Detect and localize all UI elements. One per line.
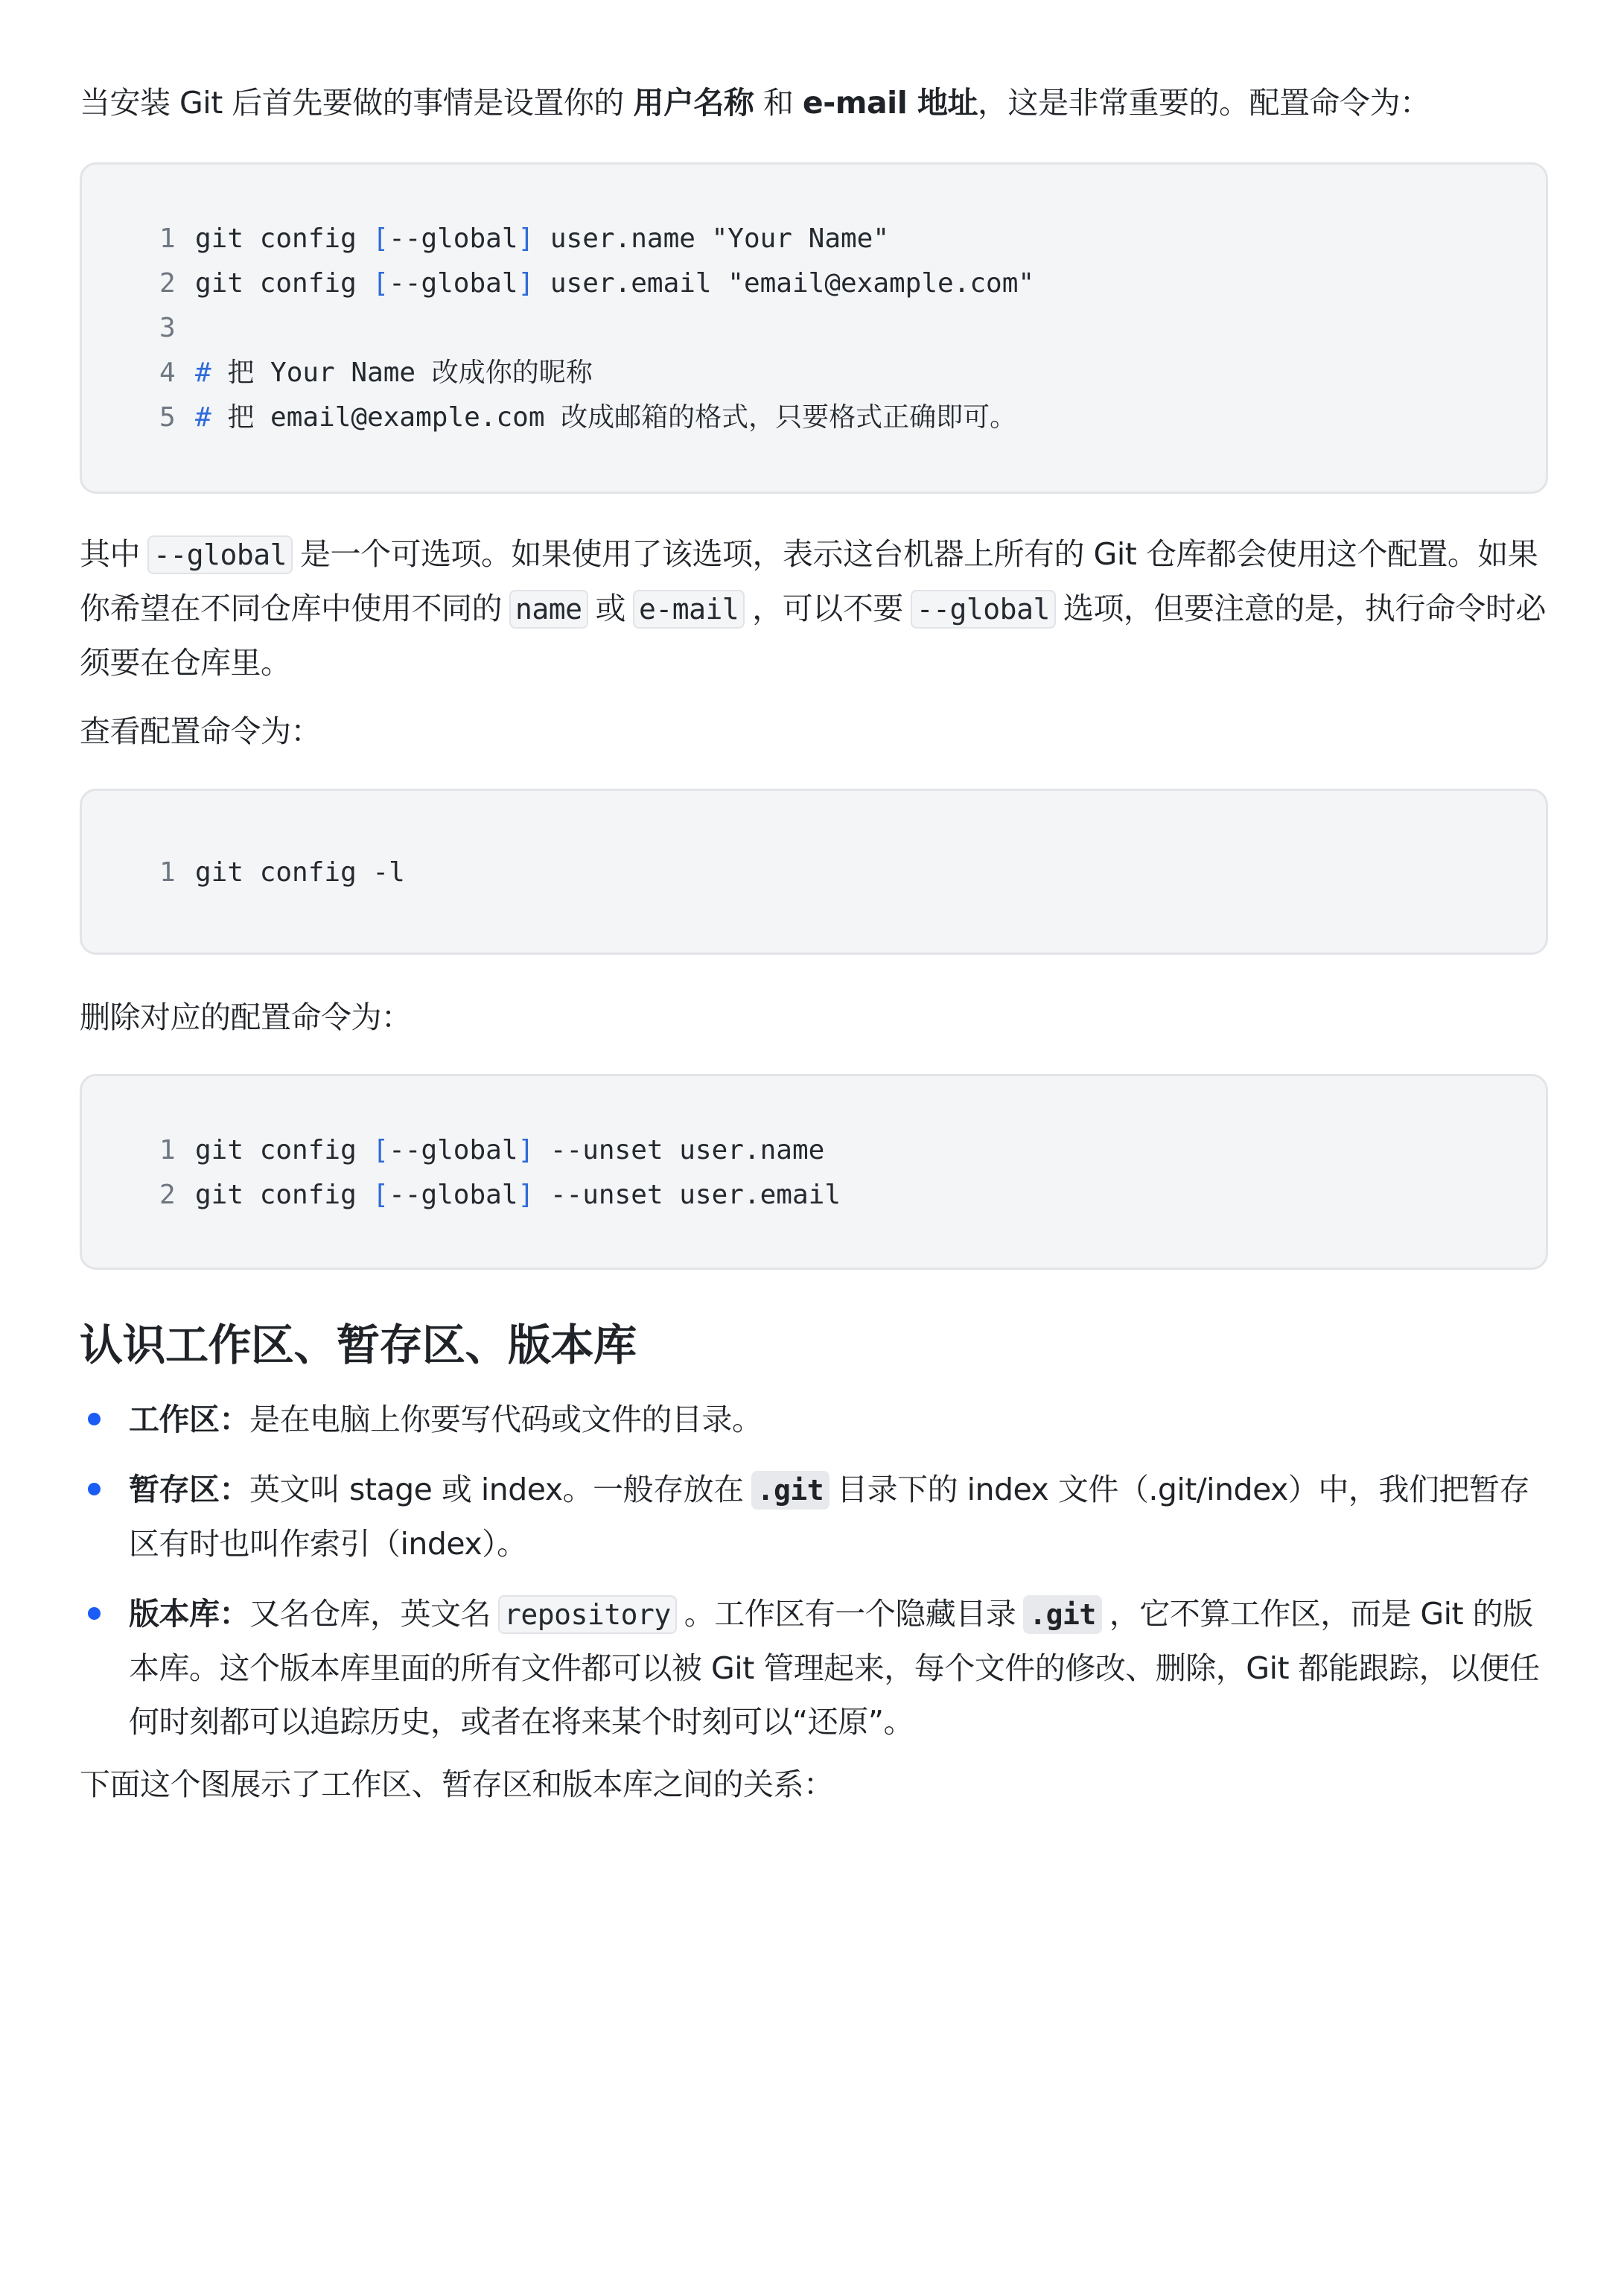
inline-code-repository: repository	[498, 1595, 677, 1634]
code-text: git config	[195, 268, 373, 299]
bullet-icon	[88, 1607, 101, 1620]
code-line	[159, 306, 1034, 351]
code-text: --unset user.email	[534, 1180, 841, 1210]
bullet-icon	[88, 1483, 101, 1495]
code-line	[159, 395, 1034, 440]
code-lines	[159, 217, 1034, 440]
intro-text: ，这是非常重要的。配置命令为：	[978, 85, 1430, 121]
delete-config-label: 删除对应的配置命令为：	[80, 999, 412, 1035]
inline-code-git-dir: .git	[1023, 1595, 1102, 1634]
intro-paragraph	[80, 76, 1430, 130]
inline-code-email: e-mail	[633, 590, 745, 629]
code-bracket: [	[372, 223, 389, 254]
bold-username: 用户名称	[633, 85, 754, 121]
section-heading: 认识工作区、暂存区、版本库	[80, 1320, 637, 1370]
code-text: --unset user.name	[534, 1135, 825, 1166]
bold-email: e-mail 地址	[802, 85, 978, 121]
list-item-text: 目录下的 index 文件（.git/index）中，我们把暂存区有时也叫作索引（index）。	[129, 1472, 1529, 1562]
code-line	[159, 261, 1034, 306]
code-line	[159, 1173, 841, 1218]
code-text: git config	[195, 1135, 373, 1166]
code-lines	[159, 850, 405, 895]
line-number: 1	[159, 223, 176, 254]
comment-marker: #	[195, 402, 211, 433]
code-bracket: [	[372, 1135, 389, 1166]
comment-marker: #	[195, 357, 211, 388]
code-option: --global	[389, 223, 518, 254]
code-comment: 把 Your Name 改成你的昵称	[211, 357, 593, 388]
line-number: 5	[159, 402, 176, 433]
intro-text: 当安装 Git 后首先要做的事情是设置你的	[80, 85, 634, 121]
code-bracket: [	[372, 1180, 389, 1210]
code-line	[159, 351, 1034, 395]
list-item-text: ，它不算工作区，而是 Git 的版本库。这个版本库里面的所有文件都可以被 Git 管理起来，每个文件的修改、删除，Git 都能跟踪，以便任何时刻都可以追踪历史，或者在将来某个时刻可以“还原”。	[129, 1596, 1540, 1740]
para-text: 选项，但要注意的是，执行命令时必须要在仓库里。	[80, 591, 1546, 681]
list-item-text: 是在电脑上你要写代码或文件的目录。	[249, 1402, 762, 1437]
code-option: --global	[389, 268, 518, 299]
inline-code-name: name	[509, 590, 588, 629]
code-line	[159, 1128, 841, 1173]
line-number: 1	[159, 857, 176, 888]
list-item-staging-area	[80, 1463, 1548, 1571]
code-text: user.email "email@example.com"	[534, 268, 1035, 299]
list-item-term: 版本库：	[129, 1596, 249, 1632]
list-item-term: 暂存区：	[129, 1472, 249, 1507]
line-number: 4	[159, 357, 176, 388]
inline-code-git-dir: .git	[751, 1471, 830, 1510]
code-block-config-set[interactable]	[80, 162, 1548, 494]
code-bracket: ]	[518, 1135, 535, 1166]
code-block-config-unset[interactable]	[80, 1074, 1548, 1270]
para-text: 其中	[80, 536, 140, 572]
para-text: 或	[595, 591, 626, 626]
line-number: 2	[159, 268, 176, 299]
list-item-text: 又名仓库，英文名	[249, 1596, 491, 1632]
para-text: ，可以不要	[752, 591, 903, 626]
code-text: git config -l	[195, 857, 405, 888]
code-text: git config	[195, 223, 373, 254]
inline-code-global: --global	[911, 590, 1056, 629]
code-bracket: ]	[518, 268, 535, 299]
global-option-paragraph	[80, 527, 1548, 690]
line-number: 3	[159, 313, 176, 343]
code-option: --global	[389, 1135, 518, 1166]
view-config-label: 查看配置命令为：	[80, 713, 321, 749]
line-number: 1	[159, 1135, 176, 1166]
code-text: user.name "Your Name"	[534, 223, 890, 254]
code-lines	[159, 1128, 841, 1218]
code-option: --global	[389, 1180, 518, 1210]
intro-text: 和	[754, 85, 803, 121]
code-comment: 把 email@example.com 改成邮箱的格式，只要格式正确即可。	[211, 402, 1017, 433]
diagram-intro-paragraph: 下面这个图展示了工作区、暂存区和版本库之间的关系：	[80, 1766, 834, 1802]
list-item-text: 。工作区有一个隐藏目录	[684, 1596, 1016, 1632]
list-item-working-directory	[80, 1393, 1548, 1446]
inline-code-global: --global	[147, 535, 293, 574]
code-bracket: ]	[518, 223, 535, 254]
concepts-list	[80, 1393, 1548, 1749]
code-text: git config	[195, 1180, 373, 1210]
code-bracket: [	[372, 268, 389, 299]
line-number: 2	[159, 1180, 176, 1210]
para-text: 是一个可选项。如果使用了该选项，表示这台机器上所有的 Git 仓库都会使用这个配置。如果你希望在不同仓库中使用不同的	[80, 536, 1538, 626]
list-item-text: 英文叫 stage 或 index。一般存放在	[249, 1472, 744, 1507]
bullet-icon	[88, 1413, 101, 1425]
code-block-config-list[interactable]	[80, 789, 1548, 955]
code-line	[159, 217, 1034, 261]
code-line	[159, 850, 405, 895]
list-item-term: 工作区：	[129, 1402, 249, 1437]
list-item-repository	[80, 1587, 1548, 1749]
code-bracket: ]	[518, 1180, 535, 1210]
